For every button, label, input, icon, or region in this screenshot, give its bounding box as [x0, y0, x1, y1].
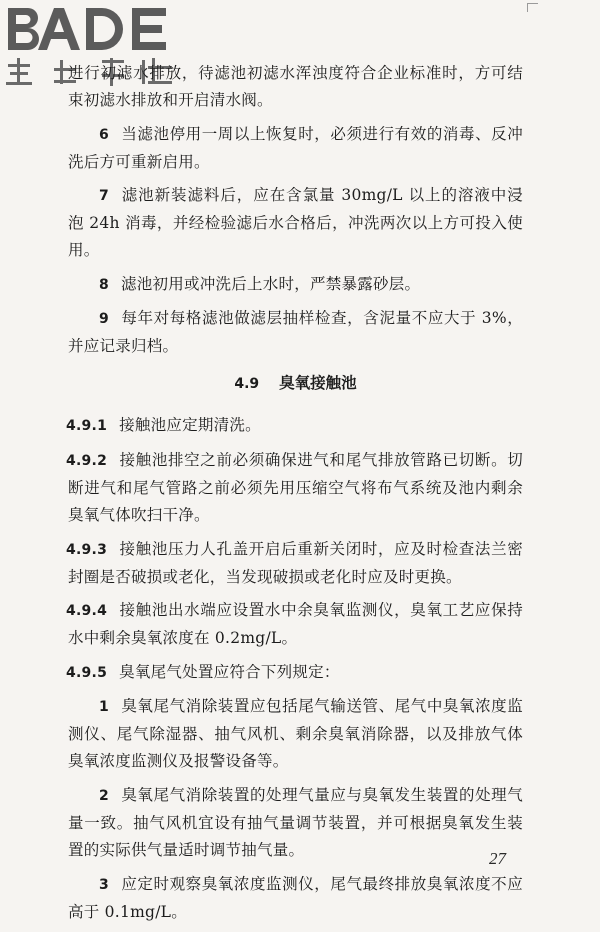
list-item: [68, 182, 523, 264]
clause: [68, 536, 523, 591]
list-item: [68, 271, 523, 299]
item-number: 1: [99, 699, 109, 716]
clause-number: 4.9.4: [66, 603, 108, 620]
item-number: 6: [99, 126, 109, 143]
corner-crop-mark: [527, 3, 538, 12]
item-text: 臭氧尾气消除装置应包括尾气输送管、尾气中臭氧浓度监测仪、尾气除湿器、抽气风机、剩余臭氧消除器，以及排放气体臭氧浓度监测仪及报警设备等。: [68, 697, 523, 771]
item-text: 滤池新装滤料后，应在含氯量 30mg/L 以上的溶液中浸泡 24h 消毒，并经检验滤后水合格后，冲洗两次以上方可投入使用。: [68, 186, 523, 260]
clause: [68, 447, 523, 529]
clause: [68, 659, 523, 687]
list-item: [68, 121, 523, 176]
clause-text: 接触池排空之前必须确保进气和尾气排放管路已切断。切断进气和尾气管路之前必须先用压缩空气将布气系统及池内剩余臭氧气体吹扫干净。: [68, 450, 523, 524]
list-item: [68, 305, 523, 360]
list-item: [68, 871, 523, 926]
clause-number: 4.9.3: [66, 541, 108, 558]
clause-text: 接触池应定期清洗。: [119, 416, 261, 435]
page-number: 27: [489, 849, 506, 868]
clause-text: 接触池出水端应设置水中余臭氧监测仪，臭氧工艺应保持水中剩余臭氧浓度在 0.2mg/L。: [68, 601, 523, 648]
clause-number: 4.9.5: [66, 664, 108, 681]
list-item: [68, 693, 523, 775]
list-item: [68, 782, 523, 864]
item-text: 滤池初用或冲洗后上水时，严禁暴露砂层。: [121, 274, 421, 293]
item-number: 3: [99, 876, 109, 893]
item-number: 8: [99, 276, 109, 293]
clause: [68, 412, 523, 440]
section-number: 4.9: [234, 376, 260, 393]
item-text: 应定时观察臭氧浓度监测仪，尾气最终排放臭氧浓度不应高于 0.1mg/L。: [68, 874, 523, 921]
item-number: 9: [99, 311, 109, 328]
clause: [68, 597, 523, 652]
clause-text: 臭氧尾气处置应符合下列规定：: [119, 662, 340, 681]
section-title: 臭氧接触池: [279, 374, 357, 393]
item-text: 每年对每格滤池做滤层抽样检查，含泥量不应大于 3%，并应记录归档。: [68, 309, 523, 356]
item-text: 当滤池停用一周以上恢复时，必须进行有效的消毒、反冲洗后方可重新启用。: [68, 124, 523, 171]
item-text: 臭氧尾气消除装置的处理气量应与臭氧发生装置的处理气量一致。抽气风机宜设有抽气量调节装置，并可根据臭氧发生装置的实际供气量适时调节抽气量。: [68, 785, 523, 859]
clause-number: 4.9.1: [66, 418, 108, 435]
section-heading: [68, 370, 523, 398]
clause-number: 4.9.2: [66, 452, 108, 469]
item-number: 2: [99, 787, 109, 804]
item-number: 7: [99, 188, 109, 205]
continued-paragraph: 进行初滤水排放，待滤池初滤水浑浊度符合企业标准时，方可结束初滤水排放和开启清水阀。: [68, 64, 523, 109]
clause-text: 接触池压力人孔盖开启后重新关闭时，应及时检查法兰密封圈是否破损或老化，当发现破损或老化时应及时更换。: [68, 539, 523, 586]
page-content: [68, 60, 523, 932]
